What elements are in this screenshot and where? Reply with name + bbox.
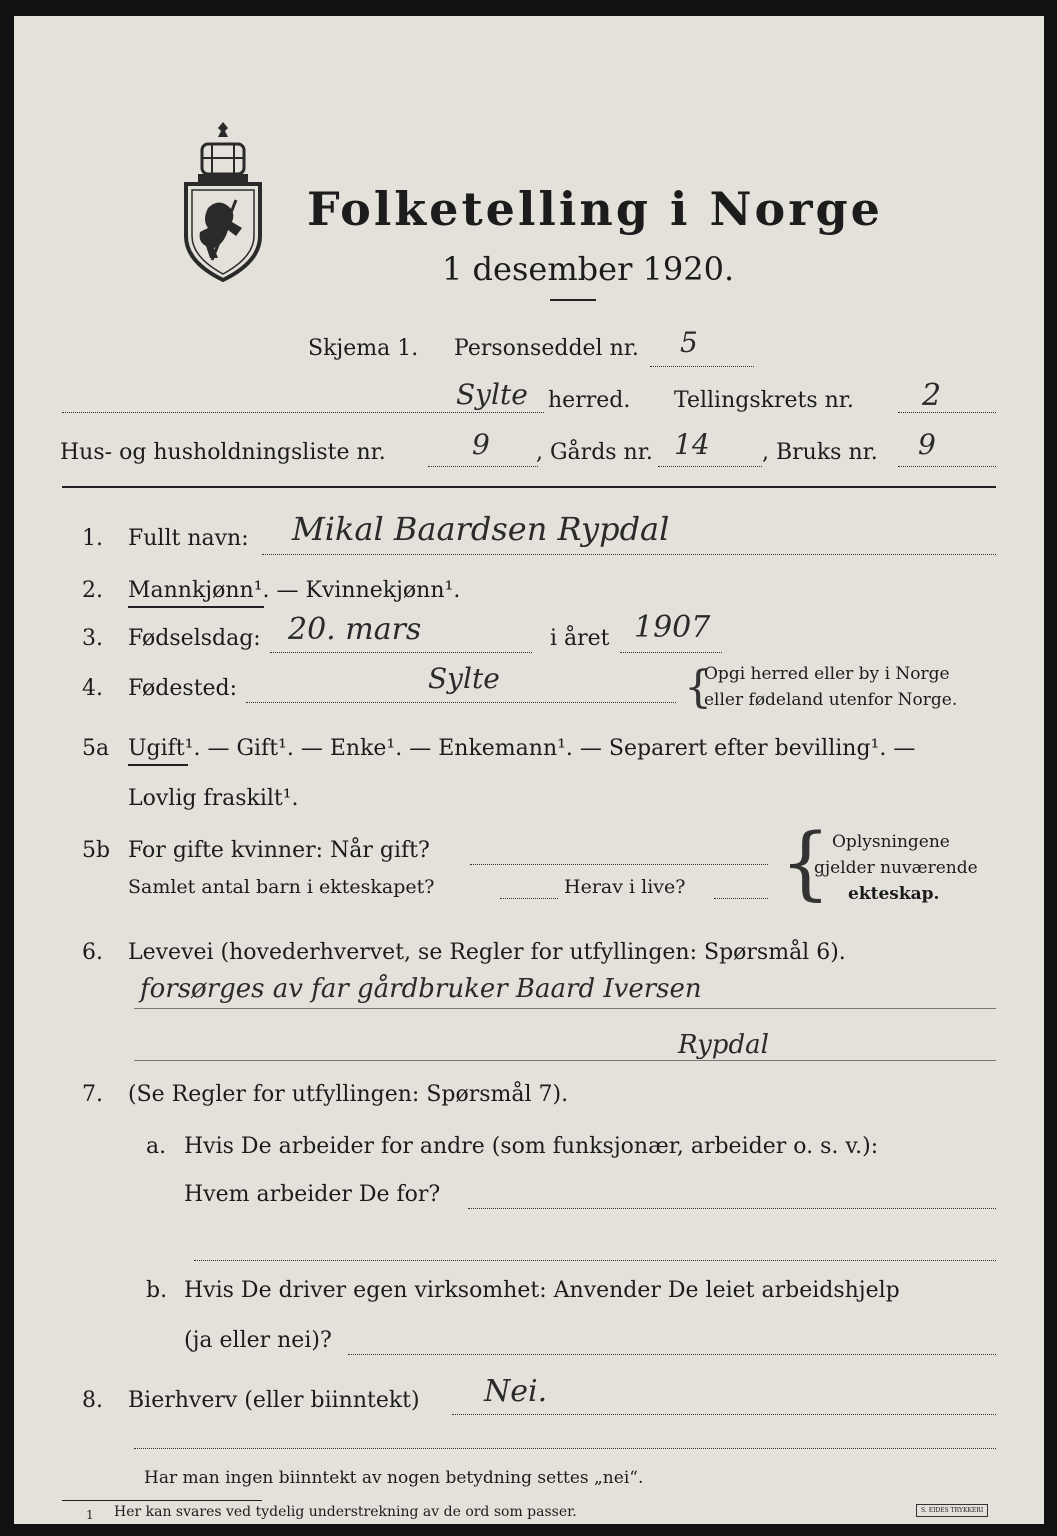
gender-options: Mannkjønn¹. — Kvinnekjønn¹. bbox=[128, 578, 461, 603]
q2-number: 2. bbox=[82, 578, 103, 603]
q7b-letter: b. bbox=[146, 1278, 168, 1303]
herred-label: herred. bbox=[548, 388, 631, 413]
side-income-label: Bierhverv (eller biinntekt) bbox=[128, 1388, 420, 1413]
occupation-label: Levevei (hovederhvervet, se Regler for utfyllingen: Spørsmål 6). bbox=[128, 940, 846, 965]
full-name-value: Mikal Baardsen Rypdal bbox=[292, 510, 670, 548]
coat-of-arms-icon bbox=[180, 122, 266, 282]
marriage-note-2: gjelder nuværende bbox=[814, 858, 978, 878]
gender-underline bbox=[128, 606, 264, 608]
footer-divider bbox=[62, 1500, 262, 1501]
occupation-value-2: Rypdal bbox=[678, 1030, 769, 1060]
birthplace-note-1: Opgi herred eller by i Norge bbox=[704, 664, 950, 684]
tellingskrets-value: 2 bbox=[922, 378, 942, 413]
q4-label: Fødested: bbox=[128, 676, 238, 701]
skjema-label: Skjema 1. bbox=[308, 336, 419, 361]
marital-options: Ugift¹. — Gift¹. — Enke¹. — Enkemann¹. — Separert efter bevilling¹. — bbox=[128, 736, 916, 761]
footnote-number: 1 bbox=[86, 1508, 94, 1522]
birthplace-note-2: eller fødeland utenfor Norge. bbox=[704, 690, 958, 710]
q7b-text: Hvis De driver egen virksomhet: Anvender De leiet arbeidshjelp bbox=[184, 1278, 900, 1303]
q7-label: (Se Regler for utfyllingen: Spørsmål 7). bbox=[128, 1082, 569, 1107]
birthdate-value: 20. mars bbox=[288, 612, 422, 647]
q7a-text-2: Hvem arbeider De for? bbox=[184, 1182, 441, 1207]
printer-stamp: S. EIDES TRYKKERI bbox=[916, 1504, 988, 1517]
marital-underline bbox=[128, 764, 188, 766]
bruks-value: 9 bbox=[918, 428, 936, 461]
birthplace-value: Sylte bbox=[428, 662, 500, 695]
herred-value: Sylte bbox=[456, 378, 528, 411]
q3-number: 3. bbox=[82, 626, 103, 651]
bruks-label: , Bruks nr. bbox=[762, 440, 878, 465]
q4-number: 4. bbox=[82, 676, 103, 701]
gards-value: 14 bbox=[674, 428, 710, 461]
side-income-value: Nei. bbox=[484, 1374, 548, 1409]
q3-label: Fødselsdag: bbox=[128, 626, 261, 651]
q7b-text-2: (ja eller nei)? bbox=[184, 1328, 332, 1353]
q5b-number: 5b bbox=[82, 838, 111, 863]
census-date: 1 desember 1920. bbox=[442, 250, 735, 288]
q8-number: 8. bbox=[82, 1388, 103, 1413]
q5a-number: 5a bbox=[82, 736, 110, 761]
q6-number: 6. bbox=[82, 940, 103, 965]
q7a-letter: a. bbox=[146, 1134, 167, 1159]
q1-number: 1. bbox=[82, 526, 103, 551]
personseddel-value: 5 bbox=[680, 326, 698, 359]
year-label: i året bbox=[550, 626, 610, 651]
hus-value: 9 bbox=[472, 428, 490, 461]
page-title: Folketelling i Norge bbox=[307, 182, 883, 236]
q7a-text: Hvis De arbeider for andre (som funksjonær, arbeider o. s. v.): bbox=[184, 1134, 879, 1159]
footnote-text: Her kan svares ved tydelig understrekning av de ord som passer. bbox=[114, 1504, 577, 1520]
side-income-note: Har man ingen biinntekt av nogen betydning settes „nei“. bbox=[144, 1468, 644, 1488]
tellingskrets-label: Tellingskrets nr. bbox=[674, 388, 854, 413]
living-children-label: Herav i live? bbox=[564, 876, 686, 898]
q7-number: 7. bbox=[82, 1082, 103, 1107]
gards-label: , Gårds nr. bbox=[536, 440, 653, 465]
header-divider bbox=[550, 299, 596, 301]
census-form bbox=[14, 16, 1044, 1524]
marriage-note-1: Oplysningene bbox=[832, 832, 950, 852]
birthyear-value: 1907 bbox=[634, 610, 711, 645]
personseddel-label: Personseddel nr. bbox=[454, 336, 639, 361]
children-label: Samlet antal barn i ekteskapet? bbox=[128, 876, 435, 898]
brace-icon-2: { bbox=[780, 816, 831, 909]
q1-label: Fullt navn: bbox=[128, 526, 249, 551]
hus-label: Hus- og husholdningsliste nr. bbox=[60, 440, 386, 465]
married-women-label: For gifte kvinner: Når gift? bbox=[128, 838, 430, 863]
marital-options-2: Lovlig fraskilt¹. bbox=[128, 786, 299, 811]
marriage-note-3: ekteskap. bbox=[848, 884, 940, 904]
brace-icon: { bbox=[684, 662, 712, 713]
form-divider bbox=[62, 486, 996, 488]
occupation-value: forsørges av far gårdbruker Baard Iversen bbox=[140, 974, 702, 1004]
